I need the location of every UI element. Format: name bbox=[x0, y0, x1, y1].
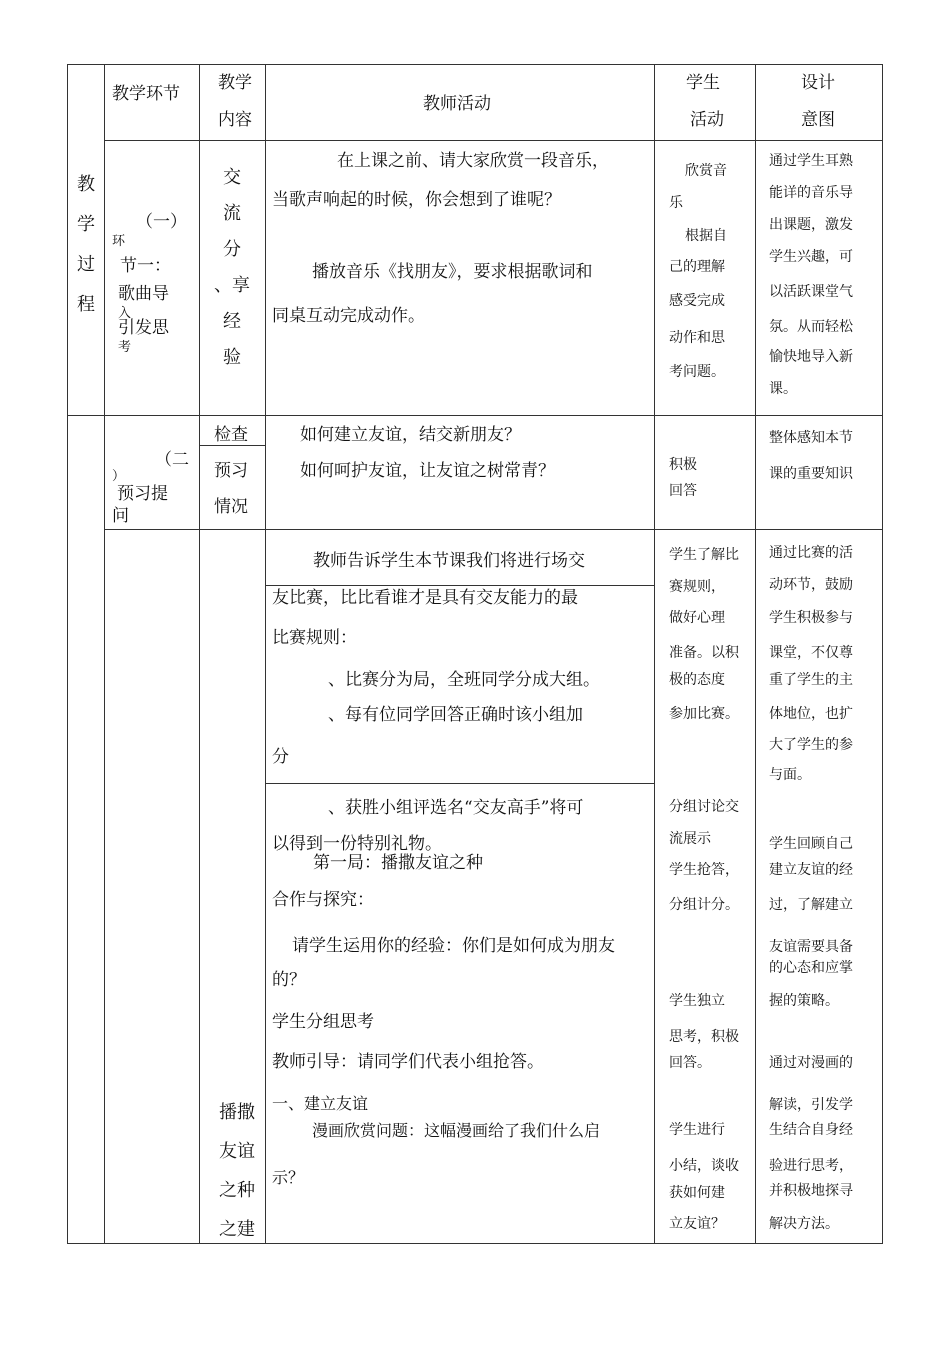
row1-student-line: 乐 bbox=[669, 195, 683, 211]
row1-content-char: 、享 bbox=[214, 275, 250, 296]
header-section: 教学环节 bbox=[112, 84, 180, 104]
row3-design-line: 动环节，鼓励 bbox=[769, 577, 853, 593]
col-divider-4 bbox=[654, 64, 655, 1244]
row2-divider bbox=[104, 529, 883, 530]
row3-student-line: 小结，谈收 bbox=[669, 1158, 739, 1174]
row2-content-line: 预习 bbox=[214, 461, 248, 481]
header-design-line1: 设计 bbox=[801, 73, 835, 93]
row1-design-line: 以活跃课堂气 bbox=[769, 284, 853, 300]
content-subdivider bbox=[199, 445, 265, 446]
row1-content bbox=[212, 160, 252, 376]
row3-content bbox=[212, 1093, 262, 1249]
header-content-line1: 教学 bbox=[218, 73, 252, 93]
row1-section-line: 入 bbox=[118, 306, 132, 321]
row1-student-line: 己的理解 bbox=[669, 259, 725, 275]
row3-content-line: 播撒 bbox=[219, 1102, 255, 1123]
row3-content-line: 之建 bbox=[219, 1219, 255, 1240]
row3-design-line: 学生积极参与 bbox=[769, 610, 853, 626]
row1-content-char: 分 bbox=[223, 239, 241, 260]
row3-design-line: 友谊需要具备 bbox=[769, 939, 853, 955]
row3-teacher-comicb: 示？ bbox=[272, 1168, 305, 1187]
row3-student-line: 做好心理 bbox=[669, 610, 725, 626]
row1-section-line: 歌曲导 bbox=[118, 284, 169, 304]
row3-design-line: 通过对漫画的 bbox=[769, 1055, 853, 1071]
table-border-bottom bbox=[67, 1243, 883, 1244]
row2-section-line: 预习提 bbox=[117, 484, 168, 504]
row3-teacher-rule1: 、比赛分为局，全班同学分成大组。 bbox=[328, 670, 600, 690]
row3-design-line: 解决方法。 bbox=[769, 1216, 839, 1232]
process-char: 学 bbox=[77, 214, 95, 235]
row3-teacher-ask1: 请学生运用你的经验：你们是如何成为朋友 bbox=[292, 936, 615, 956]
row3-content-line: 友谊 bbox=[219, 1141, 255, 1162]
row3-design-line: 建立友谊的经 bbox=[769, 862, 853, 878]
col-divider-5 bbox=[755, 64, 756, 1244]
row1-section-line: （一） bbox=[136, 212, 187, 232]
row2-teacher-line: 如何呵护友谊，让友谊之树常青？ bbox=[300, 461, 555, 481]
row2-content-line: 情况 bbox=[214, 497, 248, 517]
row1-teacher-line: 播放音乐《找朋友》，要求根据歌词和 bbox=[312, 262, 593, 282]
row1-design-line: 能详的音乐导 bbox=[769, 185, 853, 201]
row3-design-line: 验进行思考， bbox=[769, 1158, 853, 1174]
row3-teacher-rule2b: 分 bbox=[272, 747, 289, 767]
row1-student-line: 动作和思 bbox=[669, 330, 725, 346]
row3-design-line: 课堂，不仅尊 bbox=[769, 645, 853, 661]
row3-design-line: 握的策略。 bbox=[769, 993, 839, 1009]
row3-design-line: 重了学生的主 bbox=[769, 672, 853, 688]
row3-teacher-rule3b-clipped bbox=[266, 834, 466, 854]
row1-student-line: 考问题。 bbox=[669, 364, 725, 380]
header-student-line2: 活动 bbox=[690, 110, 724, 130]
row3-teacher-intro-clipped bbox=[266, 588, 653, 608]
row1-design-line: 通过学生耳熟 bbox=[769, 153, 853, 169]
row1-section-line: 节一： bbox=[120, 256, 171, 276]
row2-section-line: 问 bbox=[112, 506, 129, 526]
row3-teacher-coop: 合作与探究： bbox=[272, 890, 374, 910]
row3-student-line: 流展示 bbox=[669, 831, 711, 847]
row1-design-line: 课。 bbox=[769, 381, 797, 397]
row3-content-line: 之种 bbox=[219, 1180, 255, 1201]
row3-student-line: 学生进行 bbox=[669, 1122, 725, 1138]
row3-teacher-comic: 漫画欣赏问题：这幅漫画给了我们什么启 bbox=[312, 1121, 601, 1140]
row1-student-line: 感受完成 bbox=[669, 293, 725, 309]
row1-design-line: 愉快地导入新 bbox=[769, 349, 853, 365]
row2-teacher-line: 如何建立友谊，结交新朋友？ bbox=[300, 425, 521, 445]
row3-student-line: 准备。以积 bbox=[669, 645, 739, 661]
row3-design-line: 通过比赛的活 bbox=[769, 545, 853, 561]
row1-student-line: 欣赏音 bbox=[685, 163, 727, 179]
row3-teacher-line: 以得到一份特别礼物。 bbox=[272, 834, 442, 854]
row3-design-line: 学生回顾自己 bbox=[769, 836, 853, 852]
row3-student-line: 极的态度 bbox=[669, 672, 725, 688]
row3-design-line: 解读，引发学 bbox=[769, 1097, 853, 1113]
row1-section-line: 考 bbox=[118, 340, 132, 355]
row3-student-line: 分组计分。 bbox=[669, 897, 739, 913]
row1-teacher-line: 当歌声响起的时候，你会想到了谁呢？ bbox=[272, 190, 561, 210]
row3-student-line: 思考，积极 bbox=[669, 1029, 739, 1045]
row2-student-line: 回答 bbox=[669, 483, 697, 499]
row3-design-line: 过，了解建立 bbox=[769, 897, 853, 913]
row3-student-line: 立友谊？ bbox=[669, 1216, 725, 1232]
row3-student-line: 获如何建 bbox=[669, 1185, 725, 1201]
row3-teacher-round1: 第一局：播撒友谊之种 bbox=[313, 853, 483, 873]
row3-student-line: 赛规则， bbox=[669, 579, 725, 595]
row3-design-line: 大了学生的参 bbox=[769, 737, 853, 753]
process-label bbox=[74, 165, 98, 325]
row1-content-char: 经 bbox=[223, 311, 241, 332]
process-char: 程 bbox=[77, 294, 95, 315]
row2-design-line: 课的重要知识 bbox=[769, 466, 853, 482]
row1-section-line: 环 bbox=[112, 234, 126, 249]
row3-student-line: 学生抢答， bbox=[669, 862, 739, 878]
row3-design-line: 的心态和应掌 bbox=[769, 960, 853, 976]
row3-student-line: 学生独立 bbox=[669, 993, 725, 1009]
teacher-subdivider-2 bbox=[265, 783, 654, 784]
row3-teacher-line: 友比赛，比比看谁才是具有交友能力的最 bbox=[272, 588, 578, 608]
process-char: 过 bbox=[77, 254, 95, 275]
table-border-right bbox=[882, 64, 883, 1244]
row3-teacher-sub1: 一、建立友谊 bbox=[272, 1094, 369, 1113]
row3-design-line: 生结合自身经 bbox=[769, 1122, 853, 1138]
row2-student-line: 积极 bbox=[669, 457, 697, 473]
teacher-subdivider-1 bbox=[265, 585, 654, 586]
row2-section-line: （二 bbox=[155, 450, 189, 470]
row3-student-line: 参加比赛。 bbox=[669, 706, 739, 722]
row2-section-line: ） bbox=[112, 469, 126, 484]
row3-teacher-intro: 教师告诉学生本节课我们将进行场交 bbox=[313, 551, 585, 571]
row1-section bbox=[108, 210, 196, 355]
row2-design-line: 整体感知本节 bbox=[769, 430, 853, 446]
row1-teacher-line: 在上课之前、请大家欣赏一段音乐， bbox=[337, 151, 609, 171]
row3-design-line: 体地位，也扩 bbox=[769, 706, 853, 722]
col-divider-1 bbox=[104, 64, 105, 1244]
row3-teacher-rule2: 、每有位同学回答正确时该小组加 bbox=[328, 705, 583, 725]
row3-teacher-group: 学生分组思考 bbox=[272, 1012, 374, 1032]
row1-content-char: 交 bbox=[223, 167, 241, 188]
row3-student-line: 回答。 bbox=[669, 1055, 711, 1071]
row3-teacher-rule3: 、获胜小组评选名“交友高手”将可 bbox=[328, 798, 584, 818]
row3-teacher-ask1b: 的？ bbox=[272, 970, 306, 990]
row2-content-line: 检查 bbox=[214, 425, 248, 445]
row1-design-line: 出课题，激发 bbox=[769, 217, 853, 233]
col-divider-3 bbox=[265, 64, 266, 1244]
row1-design-line: 氛。从而轻松 bbox=[769, 319, 853, 335]
row1-section-line: 引发思 bbox=[118, 318, 169, 338]
header-student-line1: 学生 bbox=[686, 73, 720, 93]
row1-content-char: 验 bbox=[223, 347, 241, 368]
table-border-top bbox=[67, 64, 883, 65]
row3-teacher-rules: 比赛规则： bbox=[272, 628, 357, 648]
row3-design-line: 并积极地探寻 bbox=[769, 1183, 853, 1199]
row3-teacher-guide: 教师引导：请同学们代表小组抢答。 bbox=[272, 1052, 544, 1072]
header-divider bbox=[104, 140, 883, 141]
row3-student-line: 学生了解比 bbox=[669, 547, 739, 563]
header-content-line2: 内容 bbox=[218, 110, 252, 130]
table-border-left bbox=[67, 64, 68, 1244]
col-divider-2 bbox=[199, 64, 200, 1244]
row3-student-line: 分组讨论交 bbox=[669, 799, 739, 815]
process-char: 教 bbox=[77, 174, 95, 195]
row1-divider bbox=[67, 415, 883, 416]
header-design-line2: 意图 bbox=[801, 110, 835, 130]
row1-content-char: 流 bbox=[223, 203, 241, 224]
row1-student-line: 根据自 bbox=[685, 228, 727, 244]
row1-design-line: 学生兴趣，可 bbox=[769, 249, 853, 265]
row1-teacher-line: 同桌互动完成动作。 bbox=[272, 306, 425, 326]
header-teacher: 教师活动 bbox=[423, 94, 491, 114]
row3-design-line: 与面。 bbox=[769, 767, 811, 783]
